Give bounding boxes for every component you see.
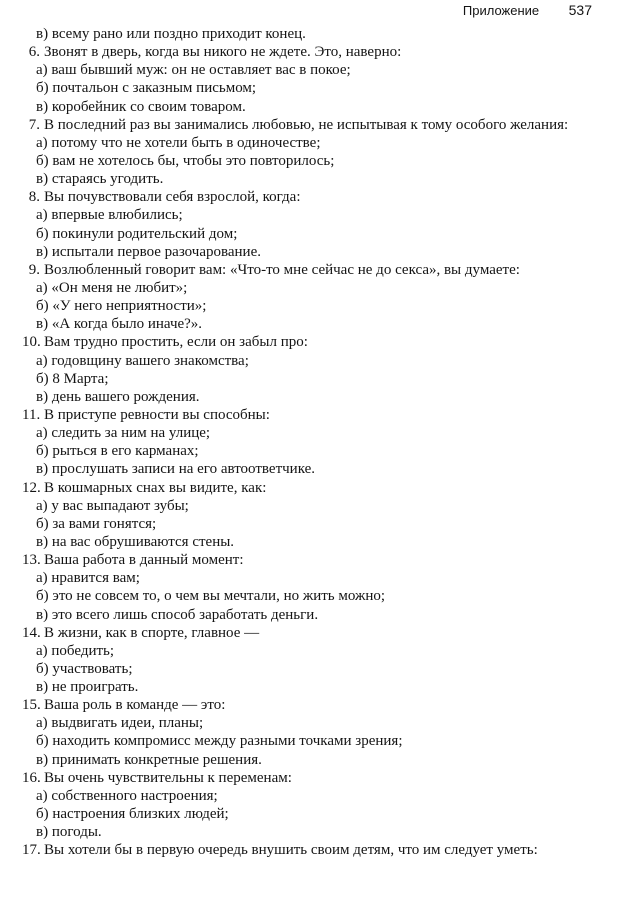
answer-option: в) коробейник со своим товаром.	[36, 98, 246, 115]
answer-option: в) день вашего рождения.	[36, 388, 200, 405]
questionnaire	[22, 25, 610, 859]
question-number: 10.	[22, 334, 41, 351]
question-stem	[22, 406, 610, 424]
question-item	[22, 841, 610, 859]
answer-option: а) выдвигать идеи, планы;	[36, 715, 204, 732]
question-stem	[22, 43, 610, 61]
section-title: Приложение	[462, 3, 540, 18]
question-item	[22, 188, 610, 261]
answer-option: а) собственного настроения;	[36, 787, 218, 804]
question-item	[22, 333, 610, 406]
answer-option: б) за вами гонятся;	[36, 515, 157, 532]
answer-option: б) вам не хотелось бы, чтобы это повторилось;	[36, 152, 335, 169]
question-text: Ваша роль в команде — это:	[44, 697, 226, 714]
answer-option: б) это не совсем то, о чем вы мечтали, но жить можно;	[36, 588, 386, 605]
question-text: Вы почувствовали себя взрослой, когда:	[44, 189, 301, 206]
running-header	[463, 2, 592, 20]
question-text: В приступе ревности вы способны:	[44, 406, 270, 423]
answer-option: а) нравится вам;	[36, 570, 140, 587]
question-text: Вы очень чувствительны к переменам:	[44, 769, 292, 786]
question-stem	[22, 188, 610, 206]
question-stem	[22, 551, 610, 569]
question-stem	[22, 261, 610, 279]
question-text: В жизни, как в спорте, главное —	[44, 624, 260, 641]
question-item	[22, 479, 610, 552]
answer-option: в) прослушать записи на его автоответчике.	[36, 461, 316, 478]
question-item	[22, 406, 610, 479]
question-number: 7.	[28, 116, 40, 133]
answer-option: а) ваш бывший муж: он не оставляет вас в покое;	[36, 62, 351, 79]
question-stem	[22, 333, 610, 351]
question-number: 14.	[22, 624, 41, 641]
question-number: 13.	[22, 552, 41, 569]
answer-option: в) принимать конкретные решения.	[36, 751, 262, 768]
question-stem	[22, 479, 610, 497]
question-number: 16.	[22, 769, 41, 786]
answer-option: а) годовщину вашего знакомства;	[36, 352, 249, 369]
page-number: 537	[568, 2, 592, 18]
answer-option: б) настроения близких людей;	[36, 806, 229, 823]
continued-option: в) всему рано или поздно приходит конец.	[36, 26, 306, 42]
question-item	[22, 43, 610, 116]
question-item	[22, 624, 610, 697]
answer-option: а) впервые влюбились;	[36, 207, 183, 224]
question-number: 6.	[28, 44, 40, 61]
answer-option: б) «У него неприятности»;	[36, 298, 207, 315]
answer-option: а) «Он меня не любит»;	[36, 279, 188, 296]
answer-option: в) стараясь угодить.	[36, 171, 164, 188]
answer-option: а) потому что не хотели быть в одиночестве;	[36, 134, 321, 151]
question-number: 11.	[22, 406, 41, 423]
answer-option: а) следить за ним на улице;	[36, 425, 211, 442]
question-item	[22, 696, 610, 769]
answer-option: в) это всего лишь способ заработать деньги.	[36, 606, 319, 623]
answer-option: в) не проиграть.	[36, 679, 139, 696]
question-stem	[22, 696, 610, 714]
question-item	[22, 116, 610, 189]
question-text: Звонят в дверь, когда вы никого не ждете. Это, наверно:	[44, 44, 402, 61]
question-stem	[22, 624, 610, 642]
answer-option: б) 8 Марта;	[36, 370, 109, 387]
question-number: 9.	[28, 261, 40, 278]
answer-option: а) у вас выпадают зубы;	[36, 497, 189, 514]
answer-option: в) погоды.	[36, 824, 102, 841]
answer-option: б) почтальон с заказным письмом;	[36, 80, 257, 97]
answer-option: а) победить;	[36, 642, 115, 659]
question-text: Возлюбленный говорит вам: «Что-то мне сейчас не до секса», вы думаете:	[44, 261, 520, 278]
answer-option: в) испытали первое разочарование.	[36, 243, 261, 260]
question-number: 8.	[28, 189, 40, 206]
answer-option: б) находить компромисс между разными точками зрения;	[36, 733, 403, 750]
question-item	[22, 551, 610, 624]
question-number: 15.	[22, 697, 41, 714]
question-text: В последний раз вы занимались любовью, не испытывая к тому особого желания:	[44, 116, 569, 133]
question-number: 12.	[22, 479, 41, 496]
question-text: Вы хотели бы в первую очередь внушить своим детям, что им следует уметь:	[44, 842, 538, 859]
question-item	[22, 261, 610, 334]
question-item	[22, 769, 610, 842]
question-number: 17.	[22, 842, 41, 859]
answer-option: б) участвовать;	[36, 660, 133, 677]
question-text: Ваша работа в данный момент:	[44, 552, 244, 569]
question-stem	[22, 841, 610, 859]
question-text: В кошмарных снах вы видите, как:	[44, 479, 267, 496]
question-stem	[22, 769, 610, 787]
question-stem	[22, 116, 610, 134]
answer-option: в) на вас обрушиваются стены.	[36, 533, 235, 550]
answer-option: б) покинули родительский дом;	[36, 225, 238, 242]
question-text: Вам трудно простить, если он забыл про:	[44, 334, 308, 351]
answer-option: в) «А когда было иначе?».	[36, 316, 203, 333]
answer-option: б) рыться в его карманах;	[36, 443, 199, 460]
